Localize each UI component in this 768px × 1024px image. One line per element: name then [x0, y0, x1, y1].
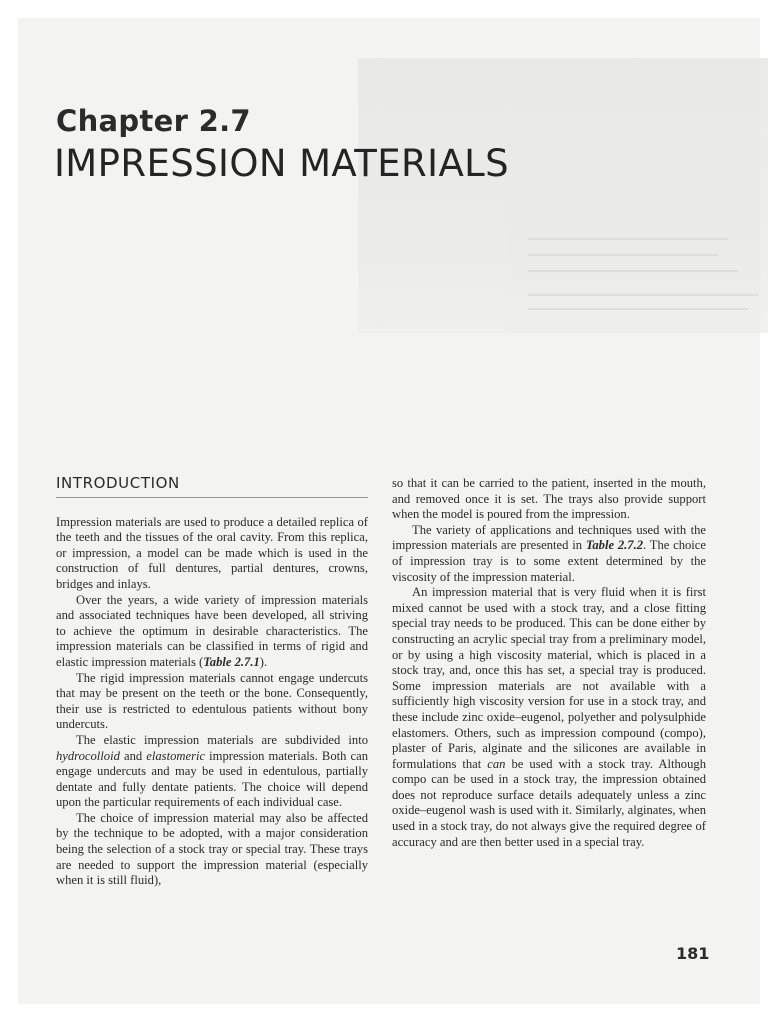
paragraph: The elastic impression materials are subdivided into hydrocolloid and elastomeric impression materials. Both can engage undercuts and may be used in edentulous, partially dentate and fully dentate patients. The choice will depend upon the particular requirements of each individual case.: [56, 732, 369, 810]
left-column: [56, 476, 368, 889]
table-reference: Table 2.7.2: [585, 538, 644, 553]
scan-margin: [0, 0, 18, 1024]
paragraph: The choice of impression material may also be affected by the technique to be adopted, with a major consideration being the selection of a stock tray or special tray. These trays are needed to support the impression material (especially when it is still fluid),: [56, 810, 368, 888]
emphasis: elastomeric: [146, 748, 206, 763]
show-through-bleed: [358, 58, 768, 333]
paragraph: so that it can be carried to the patient, inserted in the mouth, and removed once it is set. The trays also provide support when the model is poured from the impression.: [392, 476, 706, 522]
paragraph: An impression material that is very fluid when it is first mixed cannot be used with a stock tray, and a close fitting special tray needs to be produced. This can be done either by constructing an acrylic special tray from a preliminary model, or by using a high viscosity material, which is placed in a stock tray, and, once this has set, a special tray is produced. Some impression materials are not available with a sufficiently high viscosity version for use in a stock tray, and these include zinc oxide–eugenol, polyether and polysulphide elastomers. Others, such as impression compound (compo), plaster of Paris, alginate and the silicones are available in formulations that can be used with a stock tray. Although compo can be used in a stock tray, the impression obtained does not reproduce surface details adequately unless a zinc oxide–eugenol wash is used with it. Similarly, alginates, when used in a stock tray, do not always give the required degree of accuracy and are then better used in a special tray.: [392, 585, 706, 849]
paragraph: Impression materials are used to produce a detailed replica of the teeth and the tissues of the oral cavity. From this replica, or impression, a model can be made which is used in the construction of full dentures, partial dentures, crowns, bridges and inlays.: [56, 514, 368, 591]
paragraph: The rigid impression materials cannot engage undercuts that may be present on the teeth or the bone. Consequently, their use is restricted to edentulous patients without bony undercuts.: [56, 670, 368, 732]
section-heading: INTRODUCTION: [56, 476, 368, 498]
table-reference: Table 2.7.1: [203, 654, 260, 669]
emphasis: can: [487, 756, 506, 771]
chapter-number: Chapter 2.7: [56, 104, 251, 138]
emphasis: hydrocolloid: [56, 748, 120, 763]
page-number: 181: [676, 944, 710, 963]
paragraph: Over the years, a wide variety of impression materials and associated techniques have been developed, all striving to achieve the optimum in desirable characteristics. The impression materials can be classified in terms of rigid and elastic impression materials (Table 2.7.1).: [56, 592, 368, 669]
chapter-title: IMPRESSION MATERIALS: [54, 142, 510, 185]
paragraph: The variety of applications and techniques used with the impression materials are presented in Table 2.7.2. The choice of impression tray is to some extent determined by the viscosity of the impression material.: [392, 522, 706, 584]
right-column: [392, 476, 706, 850]
